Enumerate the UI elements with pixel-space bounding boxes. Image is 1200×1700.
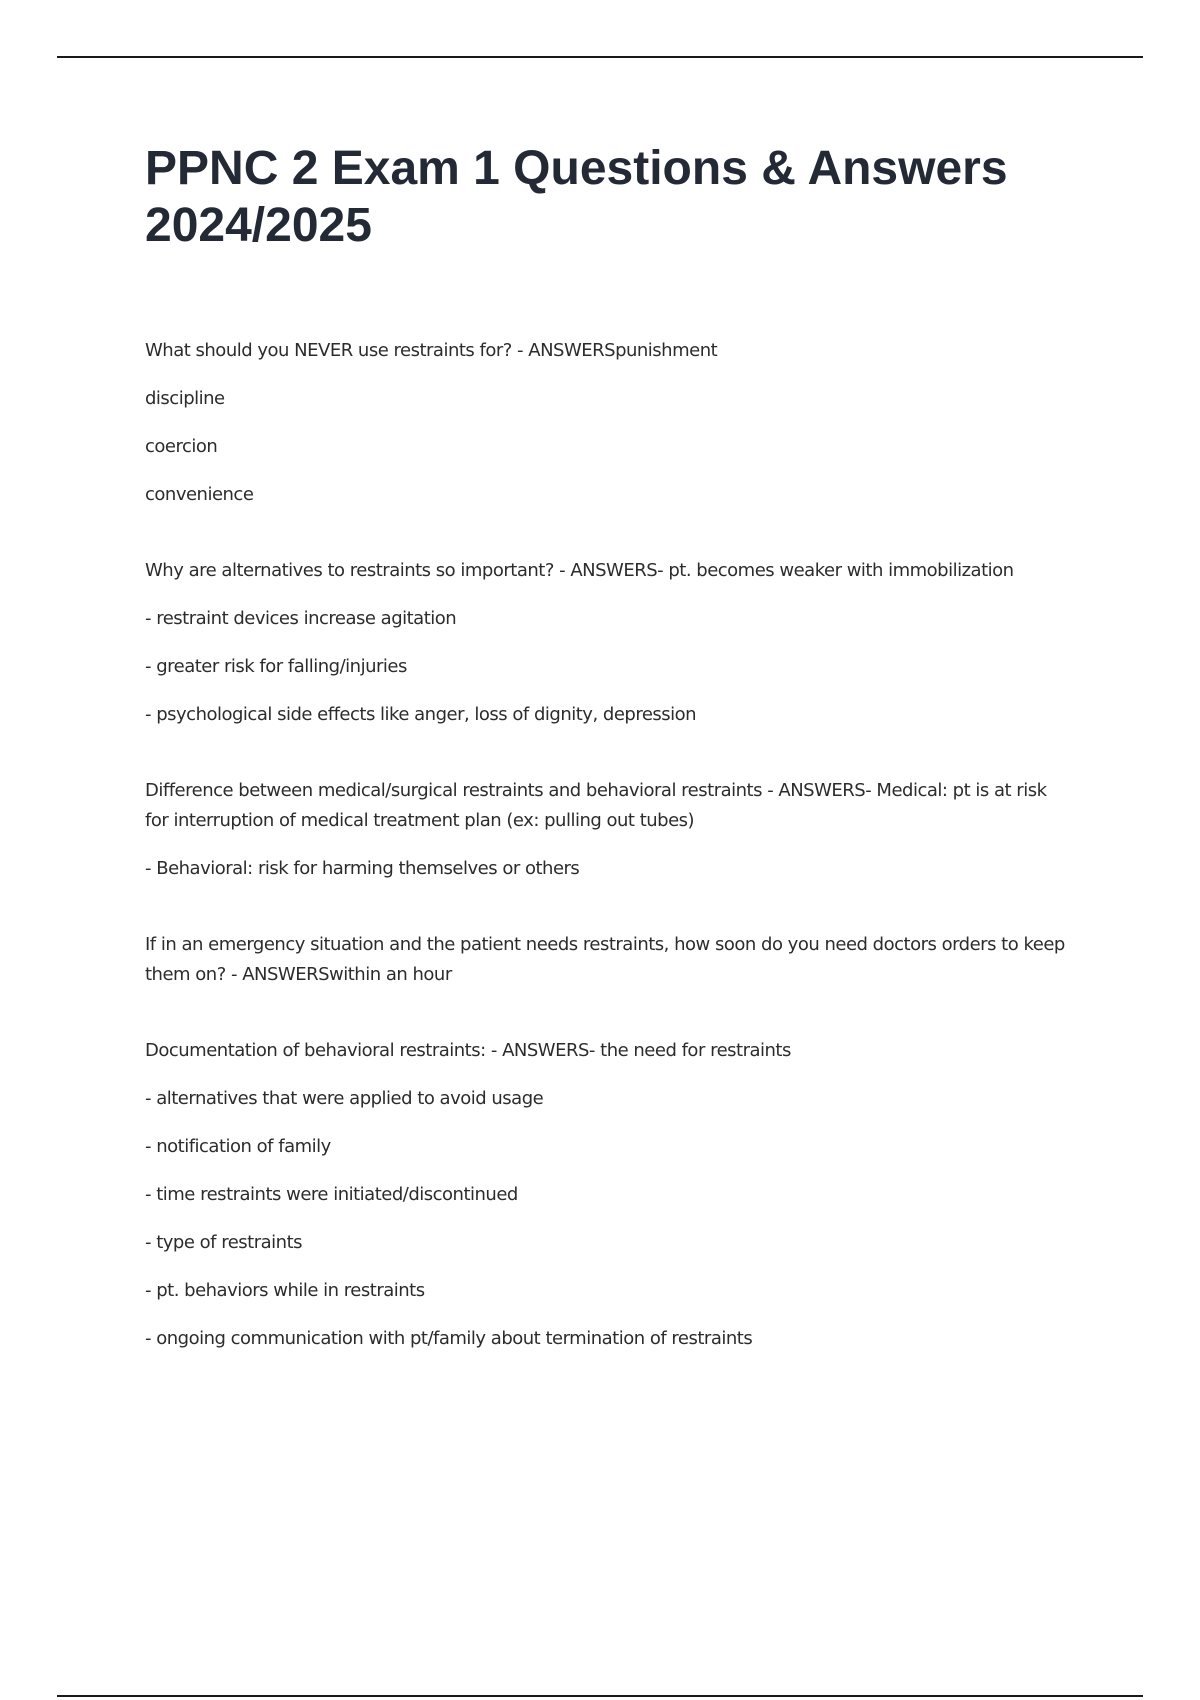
qa-item — [145, 776, 1065, 884]
document-body — [145, 140, 1065, 1400]
qa-answer-line: - greater risk for falling/injuries — [145, 656, 407, 677]
qa-list — [145, 336, 1065, 1354]
qa-item — [145, 1036, 1065, 1354]
qa-answer-line: - ongoing communication with pt/family about termination of restraints — [145, 1328, 753, 1349]
title-line-1: PPNC 2 Exam 1 Questions & Answers — [145, 142, 1008, 195]
qa-answer-line: - pt. behaviors while in restraints — [145, 1280, 425, 1301]
qa-answer-line: discipline — [145, 388, 225, 409]
qa-answer-line: - psychological side effects like anger, loss of dignity, depression — [145, 704, 697, 725]
qa-answer-line: - time restraints were initiated/discontinued — [145, 1184, 518, 1205]
qa-answer-line: - type of restraints — [145, 1232, 303, 1253]
qa-question: Why are alternatives to restraints so important? - ANSWERS- pt. becomes weaker with immobilization — [145, 560, 1014, 581]
qa-item — [145, 930, 1065, 990]
qa-item — [145, 556, 1065, 730]
title-line-2: 2024/2025 — [145, 199, 372, 252]
qa-answer-line: - notification of family — [145, 1136, 331, 1157]
qa-question: Difference between medical/surgical restraints and behavioral restraints - ANSWERS- Medical: pt is at risk for interruption of medical treatment plan (ex: pulling out tubes) — [145, 780, 1047, 831]
qa-question: What should you NEVER use restraints for? - ANSWERSpunishment — [145, 340, 718, 361]
qa-question: If in an emergency situation and the patient needs restraints, how soon do you need doctors orders to keep them on? - ANSWERSwithin an hour — [145, 934, 1065, 985]
qa-answer-line: coercion — [145, 436, 218, 457]
top-rule — [57, 56, 1143, 58]
qa-answer-line: convenience — [145, 484, 254, 505]
qa-answer-line: - alternatives that were applied to avoid usage — [145, 1088, 544, 1109]
qa-item — [145, 336, 1065, 510]
qa-answer-line: - Behavioral: risk for harming themselves or others — [145, 858, 580, 879]
qa-question: Documentation of behavioral restraints: - ANSWERS- the need for restraints — [145, 1040, 791, 1061]
bottom-rule — [57, 1695, 1143, 1697]
page-title — [145, 140, 1065, 254]
qa-answer-line: - restraint devices increase agitation — [145, 608, 457, 629]
